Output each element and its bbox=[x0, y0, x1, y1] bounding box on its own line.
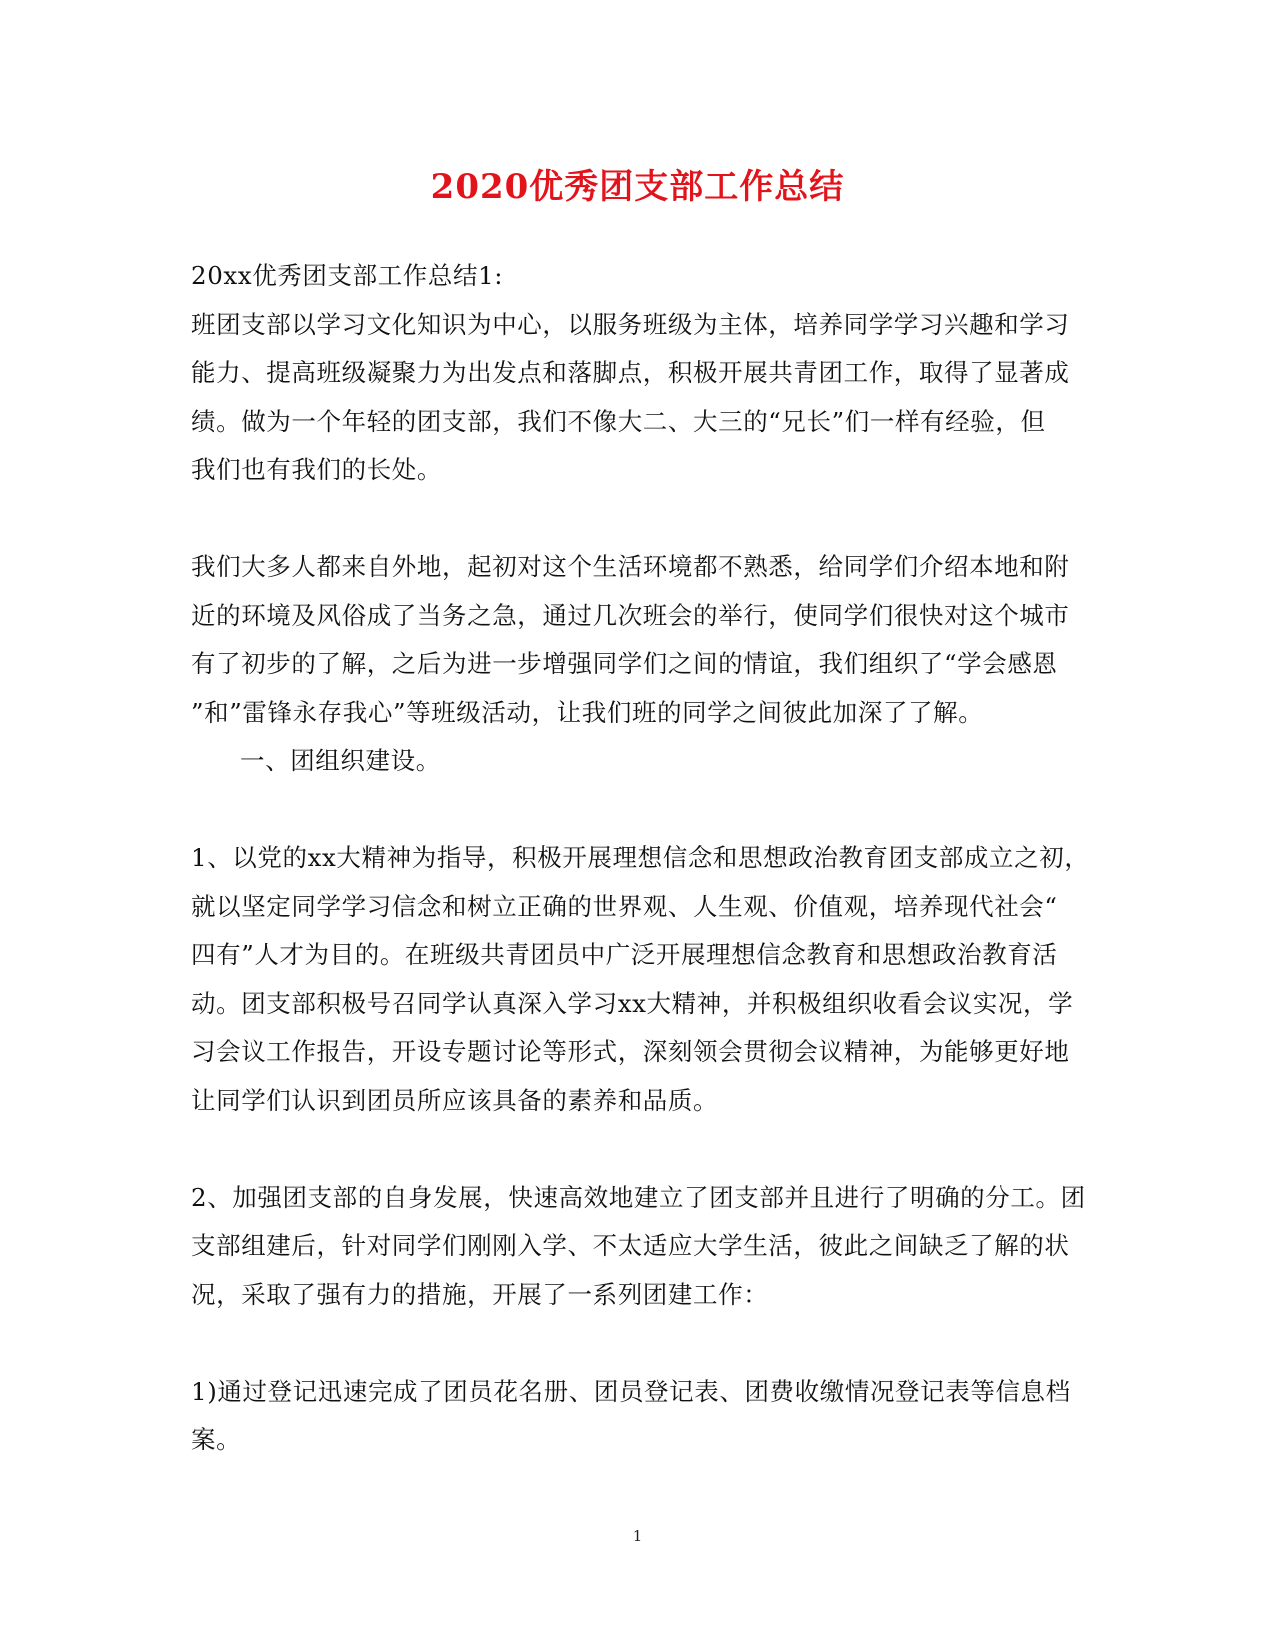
paragraph-line: 绩。做为一个年轻的团支部，我们不像大二、大三的“兄长”们一样有经验，但 bbox=[191, 406, 1046, 436]
paragraph-line: 习会议工作报告，开设专题讨论等形式，深刻领会贯彻会议精神，为能够更好地 bbox=[191, 1037, 1070, 1066]
page-number: 1 bbox=[632, 1527, 643, 1545]
paragraph-line: 2、加强团支部的自身发展，快速高效地建立了团支部并且进行了明确的分工。团 bbox=[191, 1182, 1086, 1212]
paragraph-line: 班团支部以学习文化知识为中心，以服务班级为主体，培养同学学习兴趣和学习 bbox=[191, 309, 1070, 339]
paragraph-spacer bbox=[191, 495, 1071, 544]
paragraph-line: 就以坚定同学学习信念和树立正确的世界观、人生观、价值观，培养现代社会“ bbox=[191, 891, 1058, 921]
paragraph-line: 我们大多人都来自外地，起初对这个生活环境都不熟悉，给同学们介绍本地和附 bbox=[191, 552, 1070, 581]
paragraph-line: 动。团支部积极号召同学认真深入学习xx大精神，并积极组织收看会议实况，学 bbox=[191, 988, 1074, 1018]
paragraph-line: 四有”人才为目的。在班级共青团员中广泛开展理想信念教育和思想政治教育活 bbox=[191, 940, 1058, 969]
paragraph-line: ”和”雷锋永存我心”等班级活动，让我们班的同学之间彼此加深了了解。 bbox=[191, 697, 984, 727]
paragraph-line: 1)通过登记迅速完成了团员花名册、团员登记表、团费收缴情况登记表等信息档 bbox=[191, 1376, 1071, 1406]
paragraph-line: 1、以党的xx大精神为指导，积极开展理想信念和思想政治教育团支部成立之初， bbox=[191, 843, 1090, 872]
paragraph-spacer bbox=[191, 1125, 1071, 1174]
document-title: 2020优秀团支部工作总结 bbox=[430, 167, 845, 207]
paragraph-line: 况，采取了强有力的措施，开展了一系列团建工作： bbox=[191, 1279, 769, 1309]
section-heading-line: 20xx优秀团支部工作总结1: bbox=[191, 261, 504, 290]
paragraph-line: 能力、提高班级凝聚力为出发点和落脚点，积极开展共青团工作，取得了显著成 bbox=[191, 358, 1070, 387]
paragraph-line: 我们也有我们的长处。 bbox=[191, 455, 442, 484]
paragraph-line: 支部组建后，针对同学们刚刚入学、不太适应大学生活，彼此之间缺乏了解的状 bbox=[191, 1231, 1070, 1260]
document-body bbox=[191, 252, 1090, 1465]
paragraph-line: 让同学们认识到团员所应该具备的素养和品质。 bbox=[191, 1085, 719, 1115]
paragraph-spacer bbox=[191, 1319, 1071, 1368]
section-heading: 一、团组织建设。 bbox=[240, 746, 441, 775]
paragraph-spacer bbox=[191, 786, 1071, 835]
paragraph-line: 案。 bbox=[191, 1425, 242, 1454]
paragraph-line: 有了初步的了解，之后为进一步增强同学们之间的情谊，我们组织了“学会感恩 bbox=[191, 649, 1058, 678]
paragraph-line: 近的环境及风俗成了当务之急，通过几次班会的举行，使同学们很快对这个城市 bbox=[191, 600, 1070, 630]
